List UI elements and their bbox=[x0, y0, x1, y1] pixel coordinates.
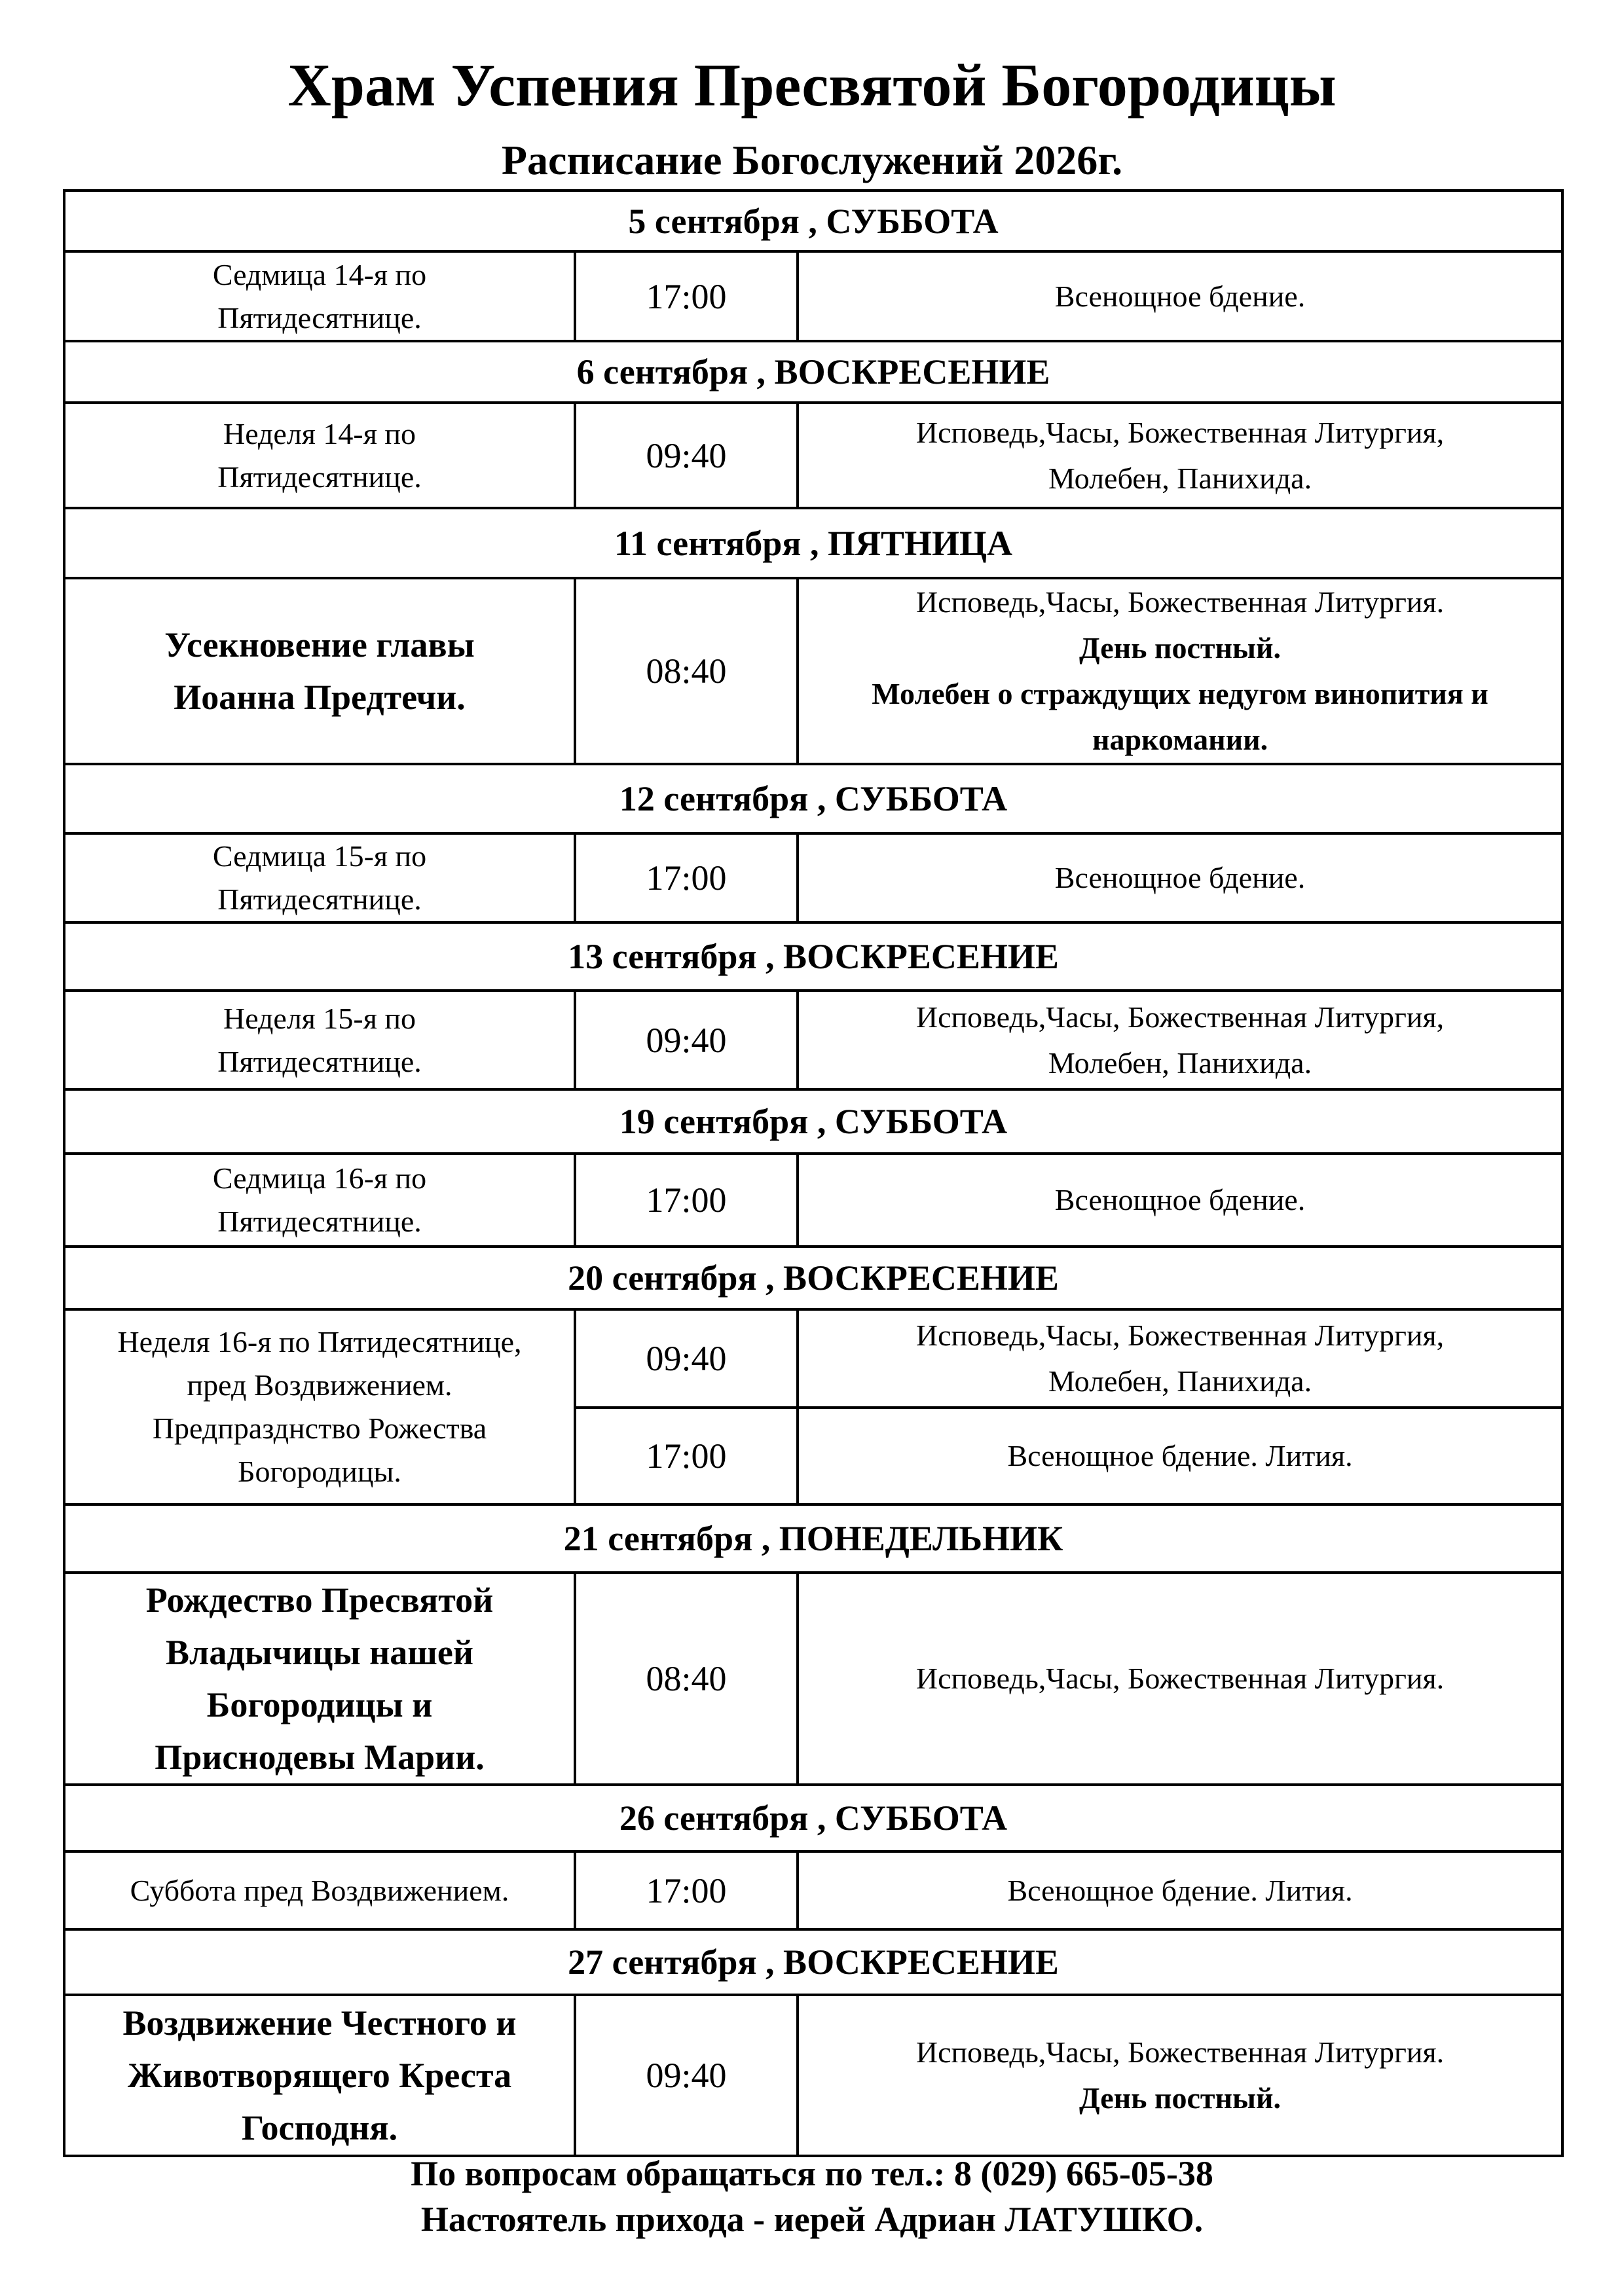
time-cell: 17:00 bbox=[575, 833, 798, 922]
feast-line: Воздвижение Честного и bbox=[122, 2003, 517, 2043]
service-line: Исповедь,Часы, Божественная Литургия, bbox=[915, 1319, 1445, 1352]
feast-line: Богородицы. bbox=[238, 1455, 401, 1488]
day-header-row bbox=[64, 1929, 1562, 1995]
feast-line: Пятидесятнице. bbox=[217, 1205, 422, 1238]
service-row bbox=[64, 1573, 1562, 1785]
page-title: Храм Успения Пресвятой Богородицы bbox=[287, 52, 1337, 118]
service-cell bbox=[798, 1851, 1562, 1929]
day-header-row bbox=[64, 1504, 1562, 1573]
service-cell bbox=[798, 1309, 1562, 1408]
day-header-row bbox=[64, 1247, 1562, 1309]
feast-line: Животворящего Креста bbox=[127, 2056, 512, 2095]
feast-line: Седмица 16-я по bbox=[212, 1161, 427, 1195]
day-header: 5 сентября , СУББОТА bbox=[64, 191, 1562, 251]
day-header-row bbox=[64, 922, 1562, 991]
feast-line: Неделя 14-я по bbox=[223, 416, 416, 450]
service-row bbox=[64, 991, 1562, 1089]
schedule-table bbox=[63, 189, 1564, 2157]
service-row bbox=[64, 1309, 1562, 1408]
service-row bbox=[64, 833, 1562, 922]
time-cell: 09:40 bbox=[575, 403, 798, 508]
feast-cell bbox=[64, 1309, 575, 1504]
time-cell: 17:00 bbox=[575, 1408, 798, 1504]
service-cell bbox=[798, 1154, 1562, 1247]
feast-line: Пятидесятнице. bbox=[217, 301, 422, 335]
feast-line: Пятидесятнице. bbox=[217, 1044, 422, 1078]
service-line: Всенощное бдение. Лития. bbox=[1007, 1873, 1353, 1907]
day-header: 19 сентября , СУББОТА bbox=[64, 1089, 1562, 1154]
time-cell: 09:40 bbox=[575, 991, 798, 1089]
service-cell bbox=[798, 1573, 1562, 1785]
day-header: 21 сентября , ПОНЕДЕЛЬНИК bbox=[64, 1504, 1562, 1573]
service-line-bold: наркомании. bbox=[1092, 723, 1268, 756]
day-header-row bbox=[64, 1785, 1562, 1851]
feast-line: Неделя 15-я по bbox=[223, 1001, 416, 1035]
service-cell bbox=[798, 1408, 1562, 1504]
day-header-row bbox=[64, 191, 1562, 251]
day-header-row bbox=[64, 1089, 1562, 1154]
footer-rector: Настоятель прихода - иерей Адриан ЛАТУШКО. bbox=[420, 2200, 1204, 2239]
day-header: 27 сентября , ВОСКРЕСЕНИЕ bbox=[64, 1929, 1562, 1995]
page-subtitle: Расписание Богослужений 2026г. bbox=[501, 137, 1123, 183]
day-header: 6 сентября , ВОСКРЕСЕНИЕ bbox=[64, 341, 1562, 403]
service-line: Всенощное бдение. bbox=[1054, 1183, 1306, 1216]
day-header: 13 сентября , ВОСКРЕСЕНИЕ bbox=[64, 922, 1562, 991]
day-header-row bbox=[64, 764, 1562, 833]
feast-line: Седмица 15-я по bbox=[212, 839, 427, 873]
service-row bbox=[64, 403, 1562, 508]
footer-phone: По вопросам обращаться по тел.: 8 (029) 665-05-38 bbox=[411, 2154, 1213, 2193]
day-header-row bbox=[64, 341, 1562, 403]
service-cell bbox=[798, 403, 1562, 508]
time-cell: 09:40 bbox=[575, 1309, 798, 1408]
feast-line: Суббота пред Воздвижением. bbox=[130, 1873, 509, 1907]
day-header: 12 сентября , СУББОТА bbox=[64, 764, 1562, 833]
service-cell bbox=[798, 251, 1562, 341]
day-header: 20 сентября , ВОСКРЕСЕНИЕ bbox=[64, 1247, 1562, 1309]
feast-line: Иоанна Предтечи. bbox=[174, 678, 466, 717]
day-header: 11 сентября , ПЯТНИЦА bbox=[64, 508, 1562, 578]
feast-cell bbox=[64, 403, 575, 508]
feast-cell bbox=[64, 251, 575, 341]
service-line-bold: Молебен о страждущих недугом винопития и bbox=[872, 677, 1488, 710]
service-row bbox=[64, 1154, 1562, 1247]
service-line-bold: День постный. bbox=[1079, 631, 1281, 665]
service-cell bbox=[798, 1995, 1562, 2156]
service-line: Исповедь,Часы, Божественная Литургия. bbox=[915, 1662, 1445, 1695]
feast-cell bbox=[64, 991, 575, 1089]
time-cell: 17:00 bbox=[575, 1154, 798, 1247]
service-line: Всенощное бдение. bbox=[1054, 861, 1306, 894]
feast-cell bbox=[64, 1995, 575, 2156]
time-cell: 17:00 bbox=[575, 251, 798, 341]
feast-line: Рождество Пресвятой bbox=[145, 1580, 494, 1620]
feast-line: Приснодевы Марии. bbox=[155, 1738, 485, 1777]
service-line: Всенощное бдение. Лития. bbox=[1007, 1439, 1353, 1472]
service-line: Исповедь,Часы, Божественная Литургия. bbox=[915, 2035, 1445, 2069]
feast-line: Предпразднство Рожества bbox=[152, 1412, 487, 1445]
service-row bbox=[64, 251, 1562, 341]
service-row bbox=[64, 578, 1562, 764]
service-line: Исповедь,Часы, Божественная Литургия, bbox=[915, 1000, 1445, 1034]
service-line: Молебен, Панихида. bbox=[1048, 1364, 1312, 1398]
day-header: 26 сентября , СУББОТА bbox=[64, 1785, 1562, 1851]
time-cell: 09:40 bbox=[575, 1995, 798, 2156]
feast-cell bbox=[64, 1573, 575, 1785]
day-header-row bbox=[64, 508, 1562, 578]
service-row bbox=[64, 1851, 1562, 1929]
service-line: Всенощное бдение. bbox=[1054, 279, 1306, 313]
feast-line: Богородицы и bbox=[206, 1685, 433, 1724]
feast-cell bbox=[64, 578, 575, 764]
feast-line: Седмица 14-я по bbox=[212, 257, 427, 291]
feast-line: Неделя 16-я по Пятидесятнице, bbox=[117, 1325, 522, 1358]
feast-line: Пятидесятнице. bbox=[217, 460, 422, 494]
service-line: Молебен, Панихида. bbox=[1048, 461, 1312, 495]
service-line: Исповедь,Часы, Божественная Литургия. bbox=[915, 585, 1445, 619]
service-cell bbox=[798, 578, 1562, 764]
service-row bbox=[64, 1995, 1562, 2156]
feast-line: Усекновение главы bbox=[164, 625, 475, 665]
time-cell: 17:00 bbox=[575, 1851, 798, 1929]
feast-cell bbox=[64, 1851, 575, 1929]
feast-line: Пятидесятнице. bbox=[217, 883, 422, 916]
service-line: Исповедь,Часы, Божественная Литургия, bbox=[915, 415, 1445, 449]
feast-line: пред Воздвижением. bbox=[187, 1368, 452, 1402]
feast-line: Владычицы нашей bbox=[166, 1633, 473, 1672]
feast-line: Господня. bbox=[241, 2108, 398, 2147]
service-line: Молебен, Панихида. bbox=[1048, 1046, 1312, 1080]
feast-cell bbox=[64, 1154, 575, 1247]
service-cell bbox=[798, 991, 1562, 1089]
time-cell: 08:40 bbox=[575, 1573, 798, 1785]
service-line-bold: День постный. bbox=[1079, 2081, 1281, 2115]
feast-cell bbox=[64, 833, 575, 922]
time-cell: 08:40 bbox=[575, 578, 798, 764]
service-cell bbox=[798, 833, 1562, 922]
